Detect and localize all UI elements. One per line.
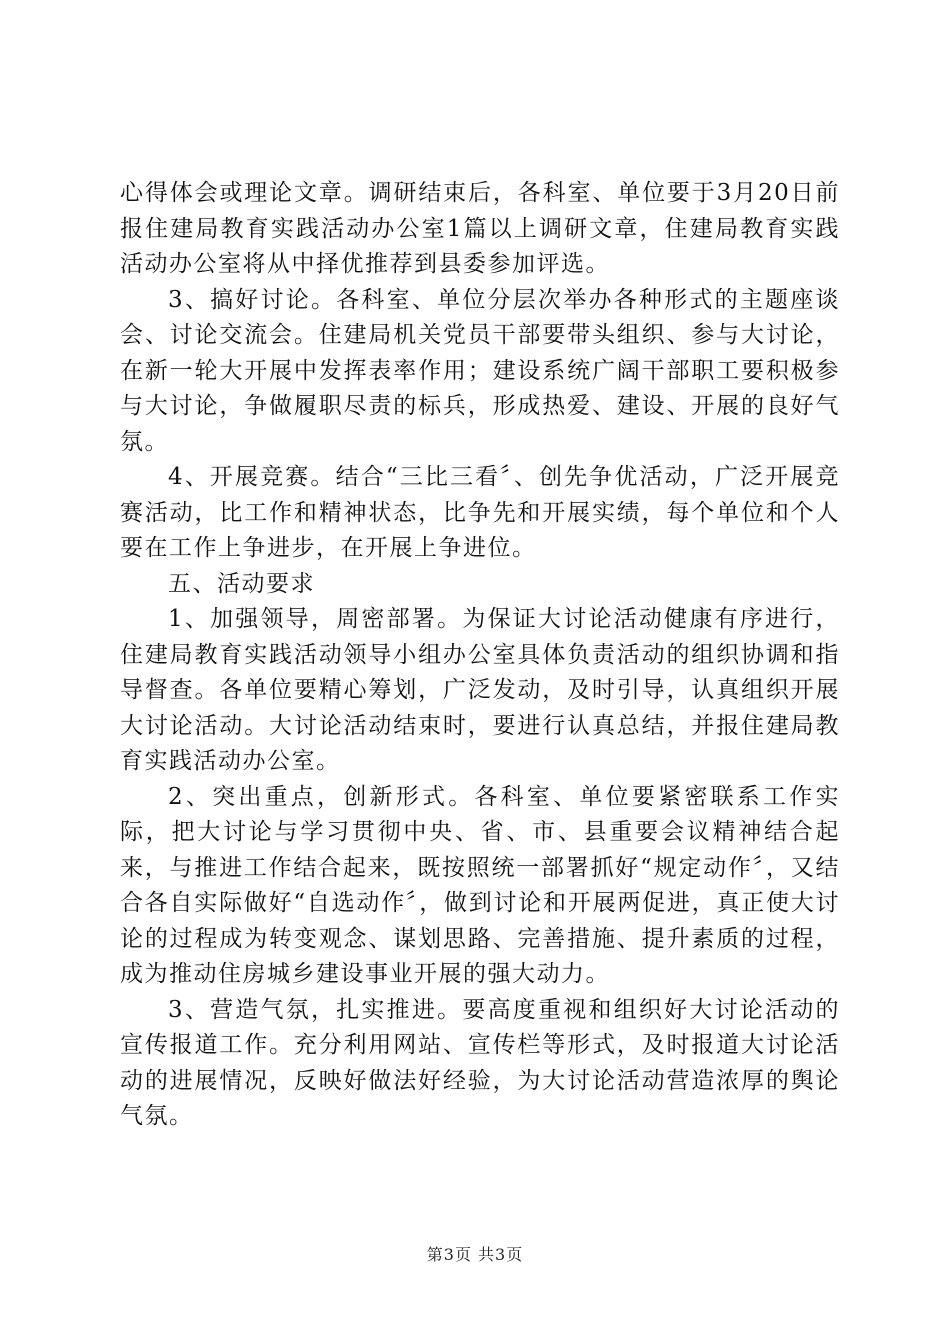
paragraph-key-points: 2、突出重点，创新形式。各科室、单位要紧密联系工作实际，把大讨论与学习贯彻中央、省、市、县重要会议精神结合起来，与推进工作结合起来，既按照统一部署抓好“规定动作〞，又结合各自实际做好“自选动作〞，做到讨论和开展两促进，真正使大讨论的过程成为转变观念、谋划思路、完善措施、提升素质的过程，成为推动住房城乡建设事业开展的强大动力。: [120, 783, 840, 987]
section-heading-requirements: 五、活动要求: [168, 570, 315, 597]
paragraph-continuation: 心得体会或理论文章。调研结束后，各科室、单位要于3月20日前报住建局教育实践活动办公室1篇以上调研文章，住建局教育实践活动办公室将从中择优推荐到县委参加评选。: [120, 180, 840, 277]
paragraph-competition: 4、开展竞赛。结合“三比三看〞、创先争优活动，广泛开展竞赛活动，比工作和精神状态，比争先和开展实绩，每个单位和个人要在工作上争进步，在开展上争进位。: [120, 464, 840, 561]
paragraph-discussion: 3、搞好讨论。各科室、单位分层次举办各种形式的主题座谈会、讨论交流会。住建局机关党员干部要带头组织、参与大讨论，在新一轮大开展中发挥表率作用；建设系统广阔干部职工要积极参与大讨论，争做履职尽责的标兵，形成热爱、建设、开展的良好气氛。: [120, 286, 840, 455]
paragraph-leadership: 1、加强领导，周密部署。为保证大讨论活动健康有序进行，住建局教育实践活动领导小组办公室具体负责活动的组织协调和指导督查。各单位要精心筹划，广泛发动，及时引导，认真组织开展大讨论活动。大讨论活动结束时，要进行认真总结，并报住建局教育实践活动办公室。: [120, 606, 840, 774]
document-body: [120, 176, 840, 1135]
page-footer: 第3页 共3页: [426, 1245, 524, 1264]
paragraph-atmosphere: 3、营造气氛，扎实推进。要高度重视和组织好大讨论活动的宣传报道工作。充分利用网站、宣传栏等形式，及时报道大讨论活动的进展情况，反映好做法好经验，为大讨论活动营造浓厚的舆论气氛。: [120, 996, 840, 1129]
